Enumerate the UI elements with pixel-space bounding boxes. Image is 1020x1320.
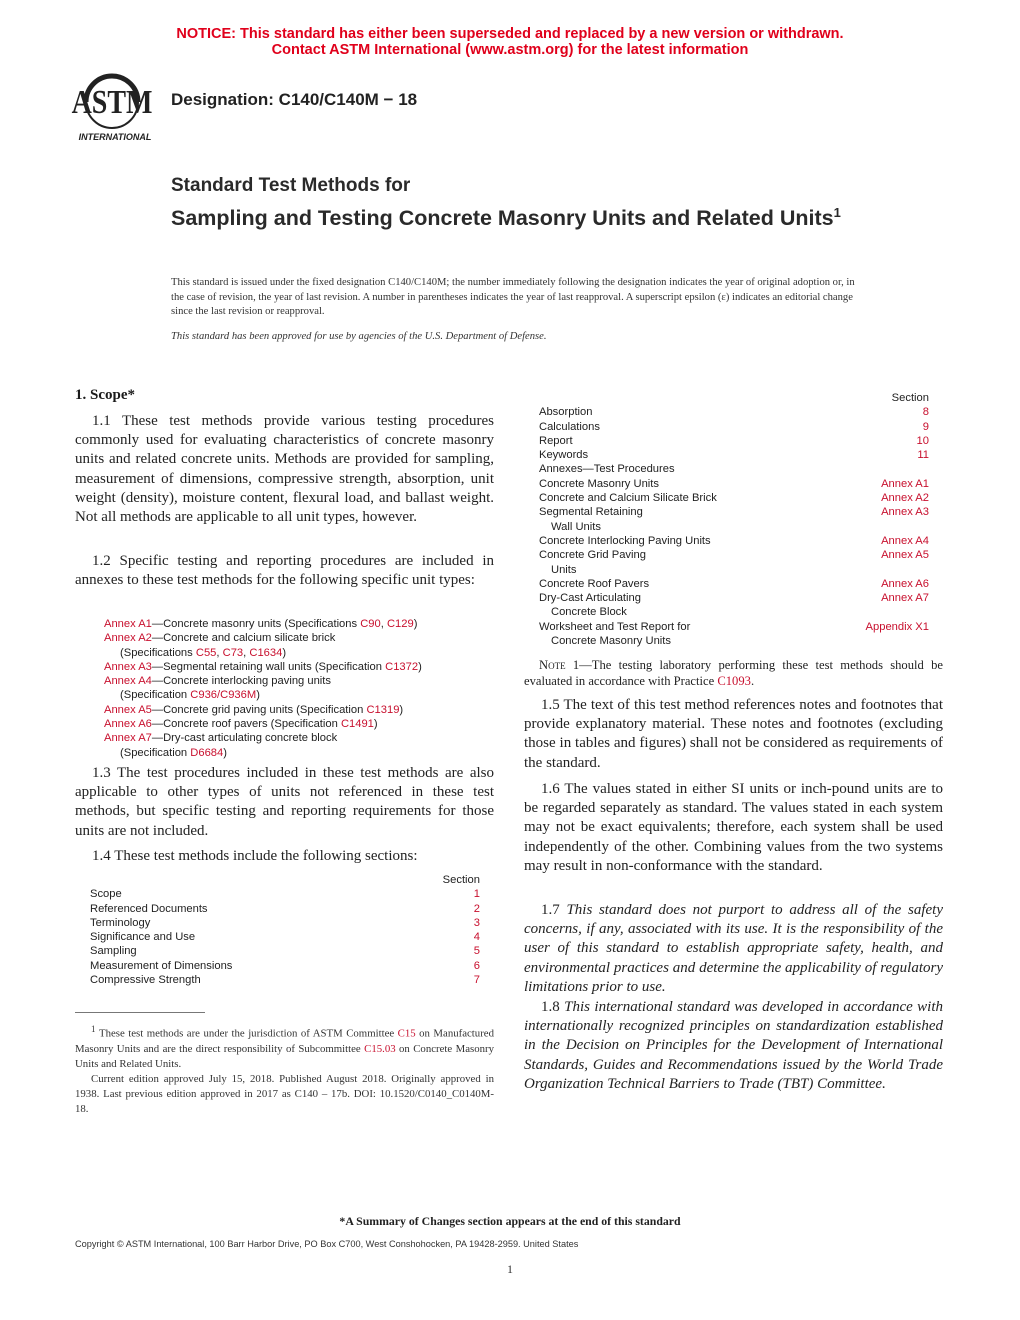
annex-description: (Specification: [120, 746, 191, 759]
specification-link[interactable]: C90: [360, 618, 381, 630]
toc-row: [539, 634, 929, 648]
specification-link[interactable]: C936/C936M: [190, 689, 257, 702]
annex-description: —Concrete interlocking paving units: [151, 675, 331, 688]
toc-row: [539, 434, 929, 448]
annex-tail: ): [418, 660, 422, 673]
annex-description: (Specifications: [120, 646, 196, 659]
paragraph-1-7: [524, 901, 943, 997]
link-c15-03[interactable]: C15.03: [364, 1042, 396, 1055]
annex-link[interactable]: Annex A2: [104, 632, 152, 645]
toc-row: [539, 605, 929, 619]
dod-approval: This standard has been approved for use by agencies of the U.S. Department of Defense.: [171, 331, 547, 342]
toc-row: [539, 491, 929, 505]
notice-line-1: NOTICE: This standard has either been superseded and replaced by a new version or withdrawn.: [176, 26, 844, 42]
paragraph-1-5-text: 1.5 The text of this test method references notes and footnotes that provide explanatory material. These notes and footnotes (excluding those in tables and figures) shall not be considered as requirements of the standard.: [524, 697, 943, 771]
specification-link[interactable]: C1319: [366, 703, 400, 716]
toc-label: Concrete and Calcium Silicate Brick: [539, 492, 717, 505]
toc-row: [90, 902, 480, 916]
toc-label: Referenced Documents: [90, 902, 208, 915]
annex-list-item: [104, 746, 504, 760]
toc-section-link[interactable]: 6: [473, 959, 480, 972]
toc-section-link[interactable]: Annex A4: [881, 534, 929, 547]
specification-link[interactable]: C1634: [249, 646, 283, 659]
toc-label: Measurement of Dimensions: [90, 959, 233, 972]
annex-list-item: Annex A1—Concrete masonry units (Specifications C90, C129): [104, 618, 418, 630]
sections-table-right: [539, 391, 929, 648]
footnote-mark: 1: [91, 1024, 96, 1034]
annex-description: —Dry-cast articulating concrete block: [151, 732, 338, 745]
annex-list-item: [104, 688, 504, 702]
annex-description: —Concrete and calcium silicate brick: [151, 632, 336, 645]
toc-row: [539, 520, 929, 534]
link-c15[interactable]: C15: [397, 1027, 416, 1040]
annex-tail: ): [413, 618, 418, 630]
toc-row: [539, 420, 929, 434]
annex-tail: ): [223, 746, 227, 759]
toc-row: [90, 916, 480, 930]
toc-section-link[interactable]: Annex A7: [881, 592, 929, 605]
toc-row: [90, 944, 480, 958]
toc-label: Keywords: [539, 449, 589, 462]
annex-tail: ): [282, 646, 287, 659]
annex-list-item: [104, 631, 504, 645]
toc-section-link[interactable]: Annex A6: [881, 577, 929, 590]
footnote-rule: [75, 1012, 205, 1013]
toc-label: Calculations: [539, 420, 600, 433]
toc-section-link[interactable]: 5: [473, 945, 480, 958]
toc-section-link[interactable]: Annex A1: [881, 477, 929, 490]
toc-section-link[interactable]: 3: [473, 916, 480, 929]
toc-section-link[interactable]: 2: [473, 902, 480, 915]
toc-label: Concrete Grid Paving: [539, 549, 646, 562]
paragraph-1-4-text: 1.4 These test methods include the following sections:: [92, 848, 418, 864]
note-1: Note 1—The testing laboratory performing these test methods should be evaluated in accordance with Practice C1093.: [524, 658, 943, 688]
toc-label: Report: [539, 434, 573, 447]
toc-row: [539, 563, 929, 577]
toc-row: [539, 620, 929, 634]
logo-subtext: INTERNATIONAL: [78, 132, 152, 142]
paragraph-1-7-text: This standard does not purport to address all of the safety concerns, if any, associated with its use. It is the responsibility of the user of this standard to establish appropriate safety, health, and environmental practices and determine the applicability of regulatory limitations prior to use.: [524, 902, 944, 995]
link-c1093[interactable]: C1093: [717, 674, 751, 688]
toc-label: Units: [551, 563, 577, 576]
paragraph-1-3: [75, 764, 494, 841]
annex-link[interactable]: Annex A1: [104, 618, 152, 630]
annex-list-item: [104, 717, 504, 731]
annex-list-item: [104, 703, 504, 717]
section-header: Section: [442, 874, 480, 886]
paragraph-1-8-number: 1.8: [541, 999, 565, 1015]
annex-list-item: (Specifications C55, C73, C1634): [120, 646, 287, 659]
toc-section-link[interactable]: 9: [922, 420, 929, 433]
paragraph-1-2: [75, 552, 494, 590]
toc-section-link[interactable]: 4: [473, 931, 480, 944]
toc-row: [539, 462, 929, 476]
footnote-edition: Current edition approved July 15, 2018. Published August 2018. Originally approved in 1938. Last previous edition approved in 2017 as C140 – 17b. DOI: 10.1520/C0140_C0140M-18.: [75, 1072, 494, 1115]
toc-section-link[interactable]: 10: [916, 434, 929, 447]
sections-table-left: [90, 873, 480, 987]
toc-row: [539, 405, 929, 419]
designation: Designation: C140/C140M − 18: [171, 90, 418, 109]
toc-label: Significance and Use: [90, 931, 196, 944]
annex-tail: ): [373, 718, 378, 731]
annex-description: (Specification: [120, 689, 191, 702]
title-main: Sampling and Testing Concrete Masonry Units and Related Units: [171, 206, 834, 231]
toc-section-link[interactable]: Annex A2: [881, 492, 929, 505]
annex-description: —Concrete roof pavers (Specification: [151, 718, 341, 731]
toc-label: Concrete Interlocking Paving Units: [539, 534, 711, 547]
toc-label: Sampling: [90, 945, 137, 958]
paragraph-1-3-text: 1.3 The test procedures included in these test methods are also applicable to other types of units not referenced in these test methods, but specific testing and reporting requirements for those units are not included.: [75, 765, 494, 839]
annex-link[interactable]: Annex A6: [104, 718, 152, 731]
scope-heading: 1. Scope*: [75, 387, 135, 403]
withdrawal-notice: [0, 26, 1020, 58]
toc-row: [90, 973, 480, 987]
toc-section-link[interactable]: 7: [473, 974, 480, 987]
issuance-statement: This standard is issued under the fixed designation C140/C140M; the number immediately following the designation indicates the year of original adoption or, in the case of revision, the year of last revision. A number in parentheses indicates the year of last reapproval. A superscript epsilon (ε) indicates an editorial change since the last revision or reapproval.: [171, 277, 855, 318]
title-line-2: [171, 200, 871, 231]
toc-label: Concrete Block: [551, 606, 627, 619]
annex-link[interactable]: Annex A4: [104, 675, 152, 688]
annex-list-item: [104, 660, 504, 674]
footnote: [75, 1022, 494, 1117]
specification-link[interactable]: C1372: [385, 660, 419, 673]
title-line-1: Standard Test Methods for: [171, 175, 411, 196]
annex-description: —Segmental retaining wall units (Specification: [151, 660, 386, 673]
paragraph-1-5: [524, 696, 943, 773]
toc-label: Concrete Masonry Units: [551, 635, 671, 648]
toc-label: Compressive Strength: [90, 974, 201, 987]
annex-description: —Concrete grid paving units (Specification: [151, 703, 367, 716]
logo-letters: ASTM: [71, 82, 153, 121]
toc-label: Absorption: [539, 406, 593, 419]
toc-label: Worksheet and Test Report for: [539, 620, 691, 633]
summary-of-changes-note: *A Summary of Changes section appears at the end of this standard: [339, 1214, 681, 1228]
toc-label: Scope: [90, 888, 122, 901]
annex-list: [104, 617, 504, 760]
toc-label: Annexes—Test Procedures: [539, 463, 675, 476]
paragraph-1-6: [524, 780, 943, 876]
toc-row: [90, 930, 480, 944]
annex-link[interactable]: Annex A3: [104, 660, 152, 673]
toc-label: Dry-Cast Articulating: [539, 592, 641, 605]
specification-link[interactable]: C129: [386, 618, 414, 630]
section-header-right: Section: [891, 392, 929, 404]
toc-label: Segmental Retaining: [539, 506, 643, 519]
astm-logo: [70, 72, 160, 149]
annex-tail: ): [399, 703, 404, 716]
annex-description: —Concrete masonry units (Specifications: [151, 618, 361, 630]
paragraph-1-8: [524, 998, 943, 1094]
specification-link[interactable]: C1491: [340, 718, 374, 731]
specification-link[interactable]: C55: [195, 646, 217, 659]
copyright: Copyright © ASTM International, 100 Barr Harbor Drive, PO Box C700, West Conshohocken, PA 19428-2959. United States: [75, 1239, 579, 1249]
annex-list-item: [104, 731, 504, 745]
toc-section-link[interactable]: 1: [473, 888, 480, 901]
annex-link[interactable]: Annex A7: [104, 732, 152, 745]
toc-row: [539, 505, 929, 519]
paragraph-1-8-text: This international standard was developed in accordance with internationally recognized principles on standardization established in the Decision on Principles for the Development of International Standards, Guides and Recommendations issued by the World Trade Organization Technical Barriers to Trade (TBT) Committee.: [524, 999, 943, 1092]
toc-row: [539, 534, 929, 548]
toc-label: Concrete Roof Pavers: [539, 577, 650, 590]
note-label: Note 1: [539, 658, 580, 672]
toc-section-link[interactable]: 11: [917, 449, 929, 462]
toc-row: [539, 477, 929, 491]
paragraph-1-1-text: 1.1 These test methods provide various testing procedures commonly used for evaluating characteristics of concrete masonry units and related concrete units. Methods are provided for sampling, measurement of dimensions, compressive strength, absorption, unit weight (density), moisture content, flexural load, and ballast weight. Not all methods are applicable to all unit types, however.: [75, 413, 494, 526]
toc-label: Terminology: [90, 916, 151, 929]
paragraph-1-6-text: 1.6 The values stated in either SI units or inch-pound units are to be regarded separately as standard. The values stated in each system may not be exact equivalents; therefore, each system shall be used independently of the other. Combining values from the two systems may result in non-conformance with the standard.: [524, 781, 943, 874]
paragraph-1-1: [75, 412, 494, 527]
toc-label: Concrete Masonry Units: [539, 477, 659, 490]
toc-row: [539, 577, 929, 591]
specification-link[interactable]: C73: [222, 646, 244, 659]
toc-label: Wall Units: [551, 520, 601, 533]
notice-line-2: Contact ASTM International (www.astm.org) for the latest information: [271, 42, 749, 58]
toc-row: [90, 887, 480, 901]
annex-list-item: [104, 674, 504, 688]
toc-row: [539, 548, 929, 562]
toc-section-link[interactable]: Appendix X1: [865, 620, 929, 633]
page-number: 1: [507, 1262, 513, 1276]
paragraph-1-4: [75, 847, 494, 866]
paragraph-1-7-number: 1.7: [541, 902, 567, 918]
annex-link[interactable]: Annex A5: [104, 703, 152, 716]
toc-section-link[interactable]: 8: [922, 406, 929, 419]
footnote-jurisdiction: $^1$ These test methods are under the jurisdiction of ASTM Committee C15 on Manufactured Masonry Units and are the direct responsibility of Subcommittee C15.03 on Concrete Masonry Units and Related Units.: [75, 1024, 494, 1070]
specification-link[interactable]: D6684: [190, 746, 224, 759]
annex-tail: ): [256, 689, 260, 702]
title-footnote-mark: 1: [833, 205, 841, 220]
paragraph-1-2-text: 1.2 Specific testing and reporting procedures are included in annexes to these test methods for the following specific unit types:: [75, 553, 494, 589]
toc-row: [90, 959, 480, 973]
toc-section-link[interactable]: Annex A5: [881, 549, 929, 562]
toc-section-link[interactable]: Annex A3: [881, 506, 929, 519]
toc-row: [539, 448, 929, 462]
toc-row: [539, 591, 929, 605]
